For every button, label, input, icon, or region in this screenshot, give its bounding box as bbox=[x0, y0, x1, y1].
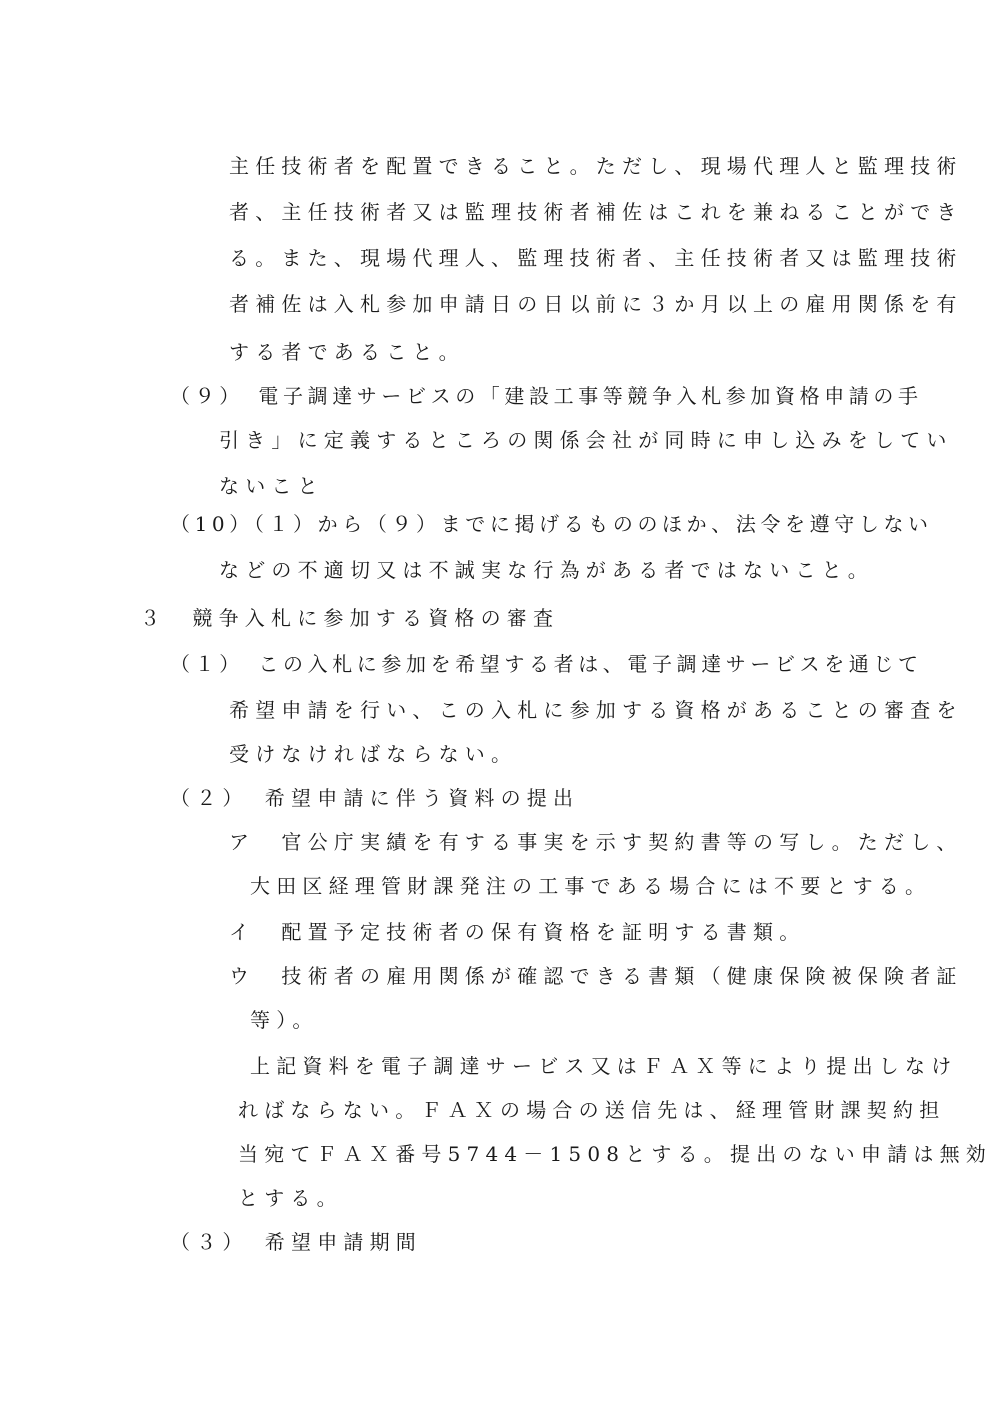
text-line-3: る。また、現場代理人、監理技術者、主任技術者又は監理技術 bbox=[229, 246, 963, 270]
section-3-heading: ３ 競争入札に参加する資格の審査 bbox=[140, 606, 560, 630]
text-line-24: とする。 bbox=[238, 1186, 343, 1210]
text-line-23: 当宛てＦＡＸ番号5744－1508とする。提出のない申請は無効 bbox=[238, 1142, 992, 1166]
text-line-20: 等）。 bbox=[250, 1008, 319, 1032]
sub-item-a: ア 官公庁実績を有する事実を示す契約書等の写し。ただし、 bbox=[229, 830, 963, 854]
text-line-14: 受けなければならない。 bbox=[229, 742, 518, 766]
text-line-21: 上記資料を電子調達サービス又はＦＡＸ等により提出しなけ bbox=[250, 1054, 958, 1078]
text-line-17: 大田区経理管財課発注の工事である場合には不要とする。 bbox=[250, 874, 932, 898]
item-10-heading: （10）（１）から（９）までに掲げるもののほか、法令を遵守しない bbox=[170, 512, 933, 536]
text-line-22: ればならない。ＦＡＸの場合の送信先は、経理管財課契約担 bbox=[238, 1098, 946, 1122]
item-9-heading: （９） 電子調達サービスの「建設工事等競争入札参加資格申請の手 bbox=[170, 384, 923, 408]
sub-item-i: イ 配置予定技術者の保有資格を証明する書類。 bbox=[229, 920, 806, 944]
text-line-7: 引き」に定義するところの関係会社が同時に申し込みをしてい bbox=[219, 428, 953, 452]
text-line-4: 者補佐は入札参加申請日の日以前に３か月以上の雇用関係を有 bbox=[229, 292, 963, 316]
text-line-5: する者であること。 bbox=[229, 340, 465, 364]
text-line-2: 者、主任技術者又は監理技術者補佐はこれを兼ねることができ bbox=[229, 200, 963, 224]
text-line-10: などの不適切又は不誠実な行為がある者ではないこと。 bbox=[219, 558, 874, 582]
sub-item-u: ウ 技術者の雇用関係が確認できる書類（健康保険被保険者証 bbox=[229, 964, 963, 988]
text-line-8: ないこと bbox=[219, 474, 324, 498]
item-2-heading: （２） 希望申請に伴う資料の提出 bbox=[170, 786, 580, 810]
item-1-heading: （１） この入札に参加を希望する者は、電子調達サービスを通じて bbox=[170, 652, 923, 676]
text-line-1: 主任技術者を配置できること。ただし、現場代理人と監理技術 bbox=[229, 154, 963, 178]
text-line-13: 希望申請を行い、この入札に参加する資格があることの審査を bbox=[229, 698, 963, 722]
item-3-heading: （３） 希望申請期間 bbox=[170, 1230, 422, 1254]
